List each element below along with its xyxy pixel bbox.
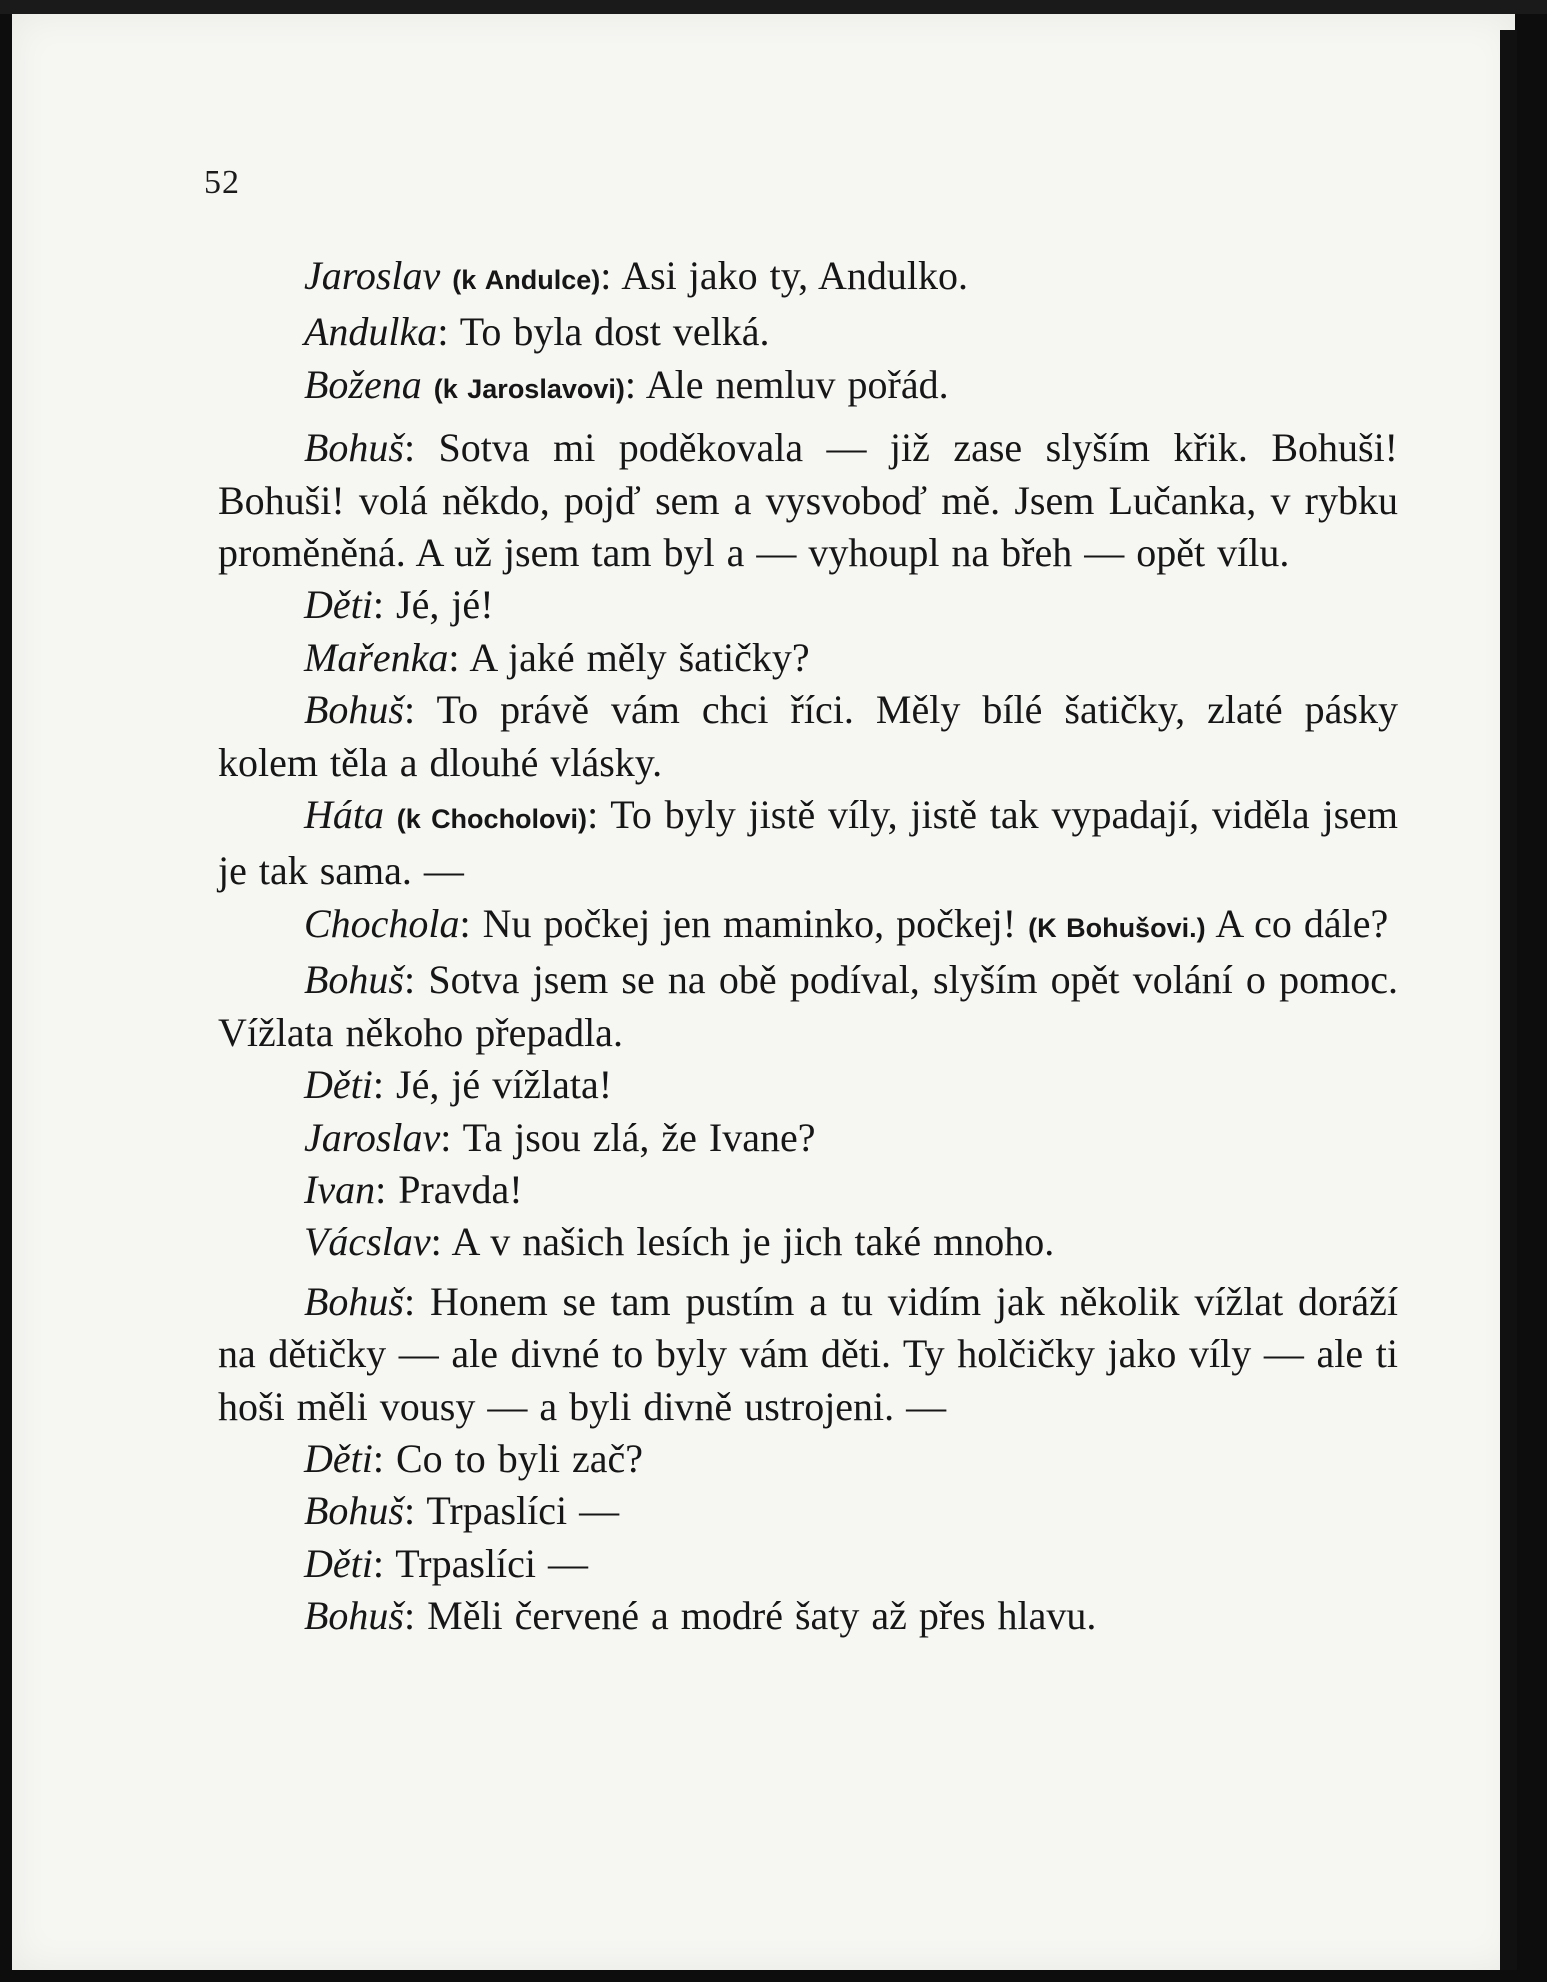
speaker-name: Děti <box>304 1062 373 1108</box>
speech-text: To byla dost velká. <box>448 309 770 355</box>
speaker-separator: : <box>372 582 384 628</box>
dialogue-line <box>218 1164 1398 1216</box>
dialogue-line <box>218 1590 1398 1642</box>
speech-text: Asi jako ty, Andulko. <box>611 253 968 298</box>
dialogue-line <box>218 422 1398 579</box>
speaker-separator: : <box>404 1278 416 1324</box>
speaker-name: Božena <box>304 361 422 407</box>
speech-text: To právě vám chci říci. Měly bílé šatičky, zlaté pásky kolem těla a dlouhé vlásky. <box>218 687 1398 785</box>
dialogue-line <box>218 359 1398 415</box>
scan-top-edge <box>0 0 1547 14</box>
speaker-name: Bohuš <box>304 957 404 1003</box>
speech-text: Sotva jsem se na obě podíval, slyším opět volání o pomoc. Vížlata někoho přepadla. <box>218 957 1398 1055</box>
dialogue-line <box>218 1538 1398 1590</box>
dialogue-line <box>218 1276 1398 1433</box>
stage-direction: (k Chocholovi) <box>396 804 588 835</box>
speaker-separator: : <box>372 1435 384 1481</box>
speaker-separator: : <box>404 1488 416 1534</box>
speech-text: Jé, jé vížlata! <box>384 1062 613 1108</box>
dialogue-line <box>218 250 1398 306</box>
speaker-name: Chochola <box>304 900 460 946</box>
speaker-separator: : <box>372 1540 384 1586</box>
speech-text: Honem se tam pustím a tu vidím jak několik vížlat doráží na dětičky — ale divné to byly vám děti. Ty holčičky jako víly — ale ti hoši měli vousy — a byli divně ustrojeni. — <box>218 1278 1398 1429</box>
dialogue-line <box>218 1433 1398 1485</box>
speaker-separator: : <box>404 425 416 471</box>
stage-direction: (K Bohušovi.) <box>1028 912 1206 943</box>
speaker-separator: : <box>437 309 449 355</box>
speech-text: Nu počkej jen maminko, počkej! <box>470 900 1017 946</box>
speaker-separator: : <box>430 1219 442 1265</box>
speech-text: To byly jistě víly, jistě tak vypadají, viděla jsem je tak sama. — <box>218 792 1399 894</box>
speaker-name: Děti <box>304 582 373 628</box>
speaker-name: Vácslav <box>304 1219 431 1265</box>
scan-right-edge <box>1500 30 1517 1970</box>
speaker-name: Jaroslav <box>304 253 441 298</box>
dialogue-line <box>218 306 1398 358</box>
speaker-separator: : <box>375 1166 387 1212</box>
speaker-separator: : <box>600 253 612 298</box>
stage-direction: (k Jaroslavovi) <box>433 373 625 404</box>
speaker-name: Bohuš <box>304 1488 404 1534</box>
speech-text: A jaké měly šatičky? <box>459 634 810 680</box>
speech-text: Co to byli zač? <box>384 1435 644 1481</box>
speaker-name: Jaroslav <box>304 1114 441 1160</box>
speaker-name: Bohuš <box>304 425 404 471</box>
speaker-name: Bohuš <box>304 1593 404 1639</box>
speaker-name: Děti <box>304 1540 373 1586</box>
dialogue-line <box>218 1216 1398 1268</box>
dialogue-text <box>218 250 1398 1643</box>
speaker-separator: : <box>624 361 636 407</box>
speaker-separator: : <box>404 1593 416 1639</box>
speech-text: Sotva mi poděkovala — již zase slyším křik. Bohuši! Bohuši! volá někdo, pojď sem a vysvoboď mě. Jsem Lučanka, v rybku proměněná. A už jsem tam byl a — vyhoupl na břeh — opět vílu. <box>218 425 1398 576</box>
stage-direction: (k Andulce) <box>452 265 601 295</box>
speaker-separator: : <box>459 900 471 946</box>
speaker-separator: : <box>587 792 599 838</box>
speaker-name: Mařenka <box>304 634 449 680</box>
speech-text: Pravda! <box>386 1166 523 1212</box>
dialogue-line <box>218 1059 1398 1111</box>
page-number: 52 <box>204 164 240 201</box>
speech-text: Trpaslíci — <box>384 1540 589 1586</box>
speaker-name: Bohuš <box>304 1278 404 1324</box>
book-page <box>12 14 1515 1970</box>
speaker-separator: : <box>372 1062 384 1108</box>
dialogue-line <box>218 579 1398 631</box>
speaker-separator: : <box>404 957 416 1003</box>
speaker-name: Háta <box>304 792 384 838</box>
dialogue-line <box>218 684 1398 789</box>
speaker-separator: : <box>404 687 416 733</box>
dialogue-line <box>218 1112 1398 1164</box>
speech-text: Ale nemluv pořád. <box>635 361 949 407</box>
speech-text: Trpaslíci — <box>415 1488 620 1534</box>
speaker-name: Andulka <box>304 309 438 355</box>
speaker-separator: : <box>448 634 460 680</box>
speaker-separator: : <box>440 1114 452 1160</box>
speaker-name: Bohuš <box>304 687 404 733</box>
dialogue-line <box>218 954 1398 1059</box>
speaker-name: Ivan <box>304 1166 376 1212</box>
speech-text: Jé, jé! <box>384 582 494 628</box>
dialogue-line <box>218 1485 1398 1537</box>
dialogue-line <box>218 632 1398 684</box>
speech-text: A co dále? <box>1205 900 1389 946</box>
speech-text: A v našich lesích je jich také mnoho. <box>441 1219 1055 1265</box>
speaker-name: Děti <box>304 1435 373 1481</box>
dialogue-line <box>218 789 1398 898</box>
speech-text: Ta jsou zlá, že Ivane? <box>451 1114 816 1160</box>
dialogue-line <box>218 898 1398 954</box>
speech-text: Měli červené a modré šaty až přes hlavu. <box>415 1593 1097 1639</box>
